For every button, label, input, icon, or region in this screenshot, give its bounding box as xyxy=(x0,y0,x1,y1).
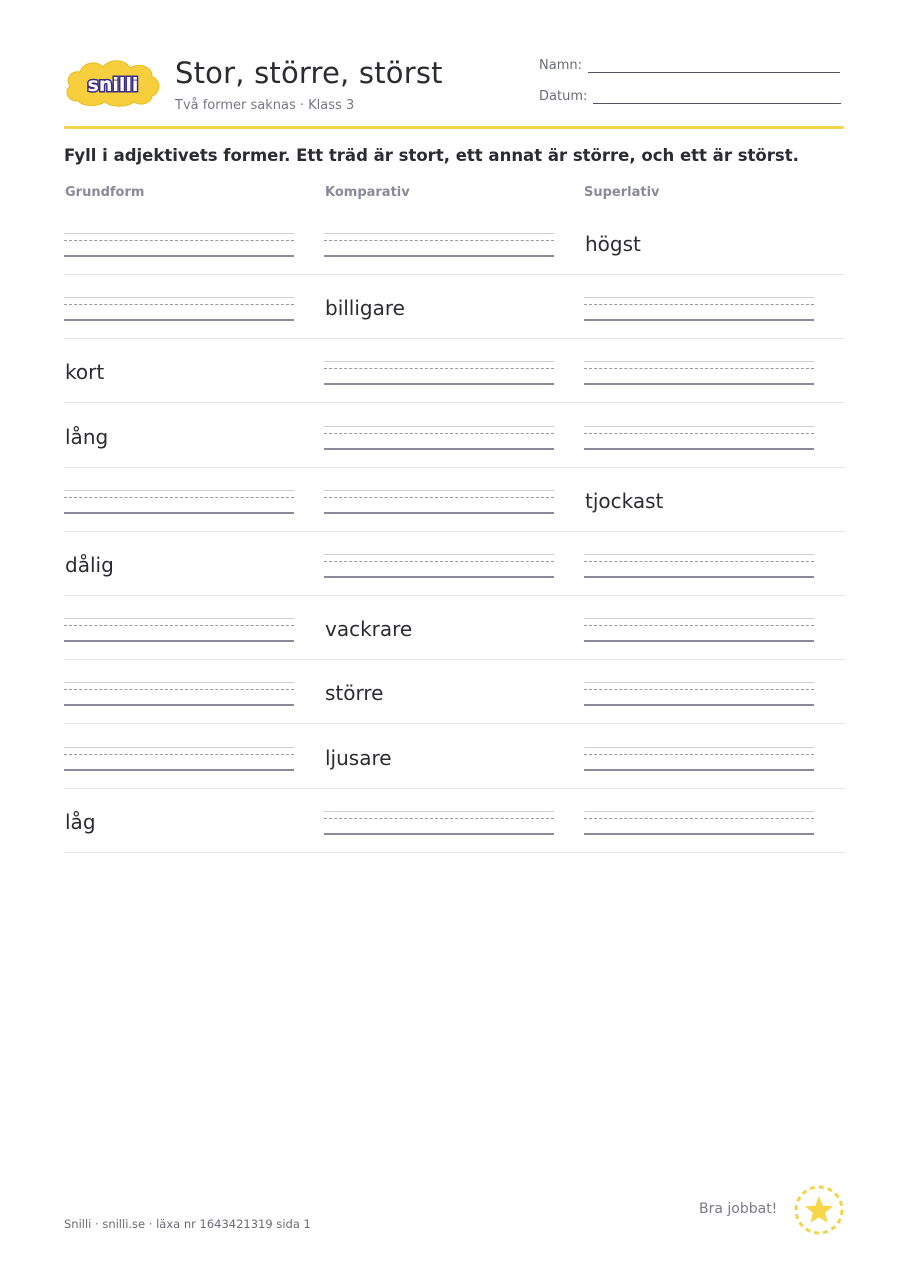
table-row xyxy=(64,275,844,339)
given-word: ljusare xyxy=(325,745,392,770)
answer-blank[interactable] xyxy=(64,618,294,642)
answer-blank[interactable] xyxy=(584,747,814,771)
column-header-grundform: Grundform xyxy=(65,185,145,200)
footer-info: Snilli · snilli.se · läxa nr 1643421319 sida 1 xyxy=(64,1217,311,1231)
answer-blank[interactable] xyxy=(584,618,814,642)
table-row xyxy=(64,660,844,724)
table-row xyxy=(64,211,844,275)
snilli-logo xyxy=(64,57,162,109)
given-word: högst xyxy=(585,232,641,256)
answer-blank[interactable] xyxy=(64,682,294,706)
given-word: kort xyxy=(65,360,105,385)
cell-grundform[interactable] xyxy=(64,660,294,724)
table-row xyxy=(64,404,844,468)
cell-grundform[interactable] xyxy=(64,275,294,339)
cell-superlativ[interactable] xyxy=(584,596,814,660)
column-header-superlativ: Superlativ xyxy=(584,185,660,200)
footer-praise: Bra jobbat! xyxy=(699,1201,778,1217)
cell-superlativ xyxy=(584,468,814,532)
answer-blank[interactable] xyxy=(324,361,554,385)
cell-grundform xyxy=(64,404,294,468)
cell-superlativ[interactable] xyxy=(584,404,814,468)
answer-blank[interactable] xyxy=(324,811,554,835)
cell-superlativ[interactable] xyxy=(584,532,814,596)
answer-blank[interactable] xyxy=(584,811,814,835)
column-header-komparativ: Komparativ xyxy=(325,185,410,200)
header-divider xyxy=(64,126,844,129)
cell-superlativ xyxy=(584,211,814,275)
answer-blank[interactable] xyxy=(584,361,814,385)
date-input-line[interactable] xyxy=(593,90,841,104)
answer-blank[interactable] xyxy=(584,554,814,578)
cell-superlativ[interactable] xyxy=(584,789,814,853)
answer-blank[interactable] xyxy=(64,297,294,321)
svg-text:snilli: snilli xyxy=(87,74,139,96)
cell-komparativ[interactable] xyxy=(324,404,554,468)
table-row xyxy=(64,532,844,596)
cell-superlativ[interactable] xyxy=(584,660,814,724)
answer-blank[interactable] xyxy=(64,747,294,771)
cell-grundform[interactable] xyxy=(64,725,294,789)
cell-grundform[interactable] xyxy=(64,596,294,660)
cell-grundform xyxy=(64,789,294,853)
cell-superlativ[interactable] xyxy=(584,725,814,789)
page-subtitle: Två former saknas · Klass 3 xyxy=(175,98,355,113)
cell-grundform xyxy=(64,532,294,596)
cell-komparativ[interactable] xyxy=(324,339,554,403)
answer-blank[interactable] xyxy=(584,297,814,321)
cell-komparativ xyxy=(324,596,554,660)
name-label: Namn: xyxy=(539,58,582,73)
cell-grundform[interactable] xyxy=(64,211,294,275)
star-icon xyxy=(792,1183,846,1237)
table-row xyxy=(64,789,844,853)
page-title: Stor, större, störst xyxy=(175,56,443,90)
answer-blank[interactable] xyxy=(64,490,294,514)
given-word: tjockast xyxy=(585,488,664,513)
answer-blank[interactable] xyxy=(64,233,294,257)
given-word: låg xyxy=(65,809,96,834)
table-row xyxy=(64,339,844,403)
cell-grundform xyxy=(64,339,294,403)
answer-blank[interactable] xyxy=(584,682,814,706)
cell-superlativ[interactable] xyxy=(584,339,814,403)
given-word: större xyxy=(325,681,384,706)
answer-blank[interactable] xyxy=(324,554,554,578)
given-word: dålig xyxy=(65,553,114,577)
cell-komparativ[interactable] xyxy=(324,211,554,275)
cell-grundform[interactable] xyxy=(64,468,294,532)
answer-blank[interactable] xyxy=(584,426,814,450)
table-row xyxy=(64,725,844,789)
cell-komparativ xyxy=(324,660,554,724)
instruction-text: Fyll i adjektivets former. Ett träd är stort, ett annat är större, och ett är störst. xyxy=(64,146,799,165)
table-row xyxy=(64,468,844,532)
answer-blank[interactable] xyxy=(324,490,554,514)
given-word: vackrare xyxy=(325,617,413,642)
name-field[interactable] xyxy=(539,58,840,73)
cell-komparativ xyxy=(324,275,554,339)
cell-komparativ[interactable] xyxy=(324,532,554,596)
cell-superlativ[interactable] xyxy=(584,275,814,339)
cell-komparativ[interactable] xyxy=(324,468,554,532)
answer-blank[interactable] xyxy=(324,233,554,257)
date-label: Datum: xyxy=(539,89,588,104)
name-input-line[interactable] xyxy=(588,59,840,73)
given-word: billigare xyxy=(325,296,405,321)
table-row xyxy=(64,596,844,660)
cell-komparativ[interactable] xyxy=(324,789,554,853)
date-field[interactable] xyxy=(539,89,841,104)
cell-komparativ xyxy=(324,725,554,789)
given-word: lång xyxy=(65,424,109,449)
answer-blank[interactable] xyxy=(324,426,554,450)
